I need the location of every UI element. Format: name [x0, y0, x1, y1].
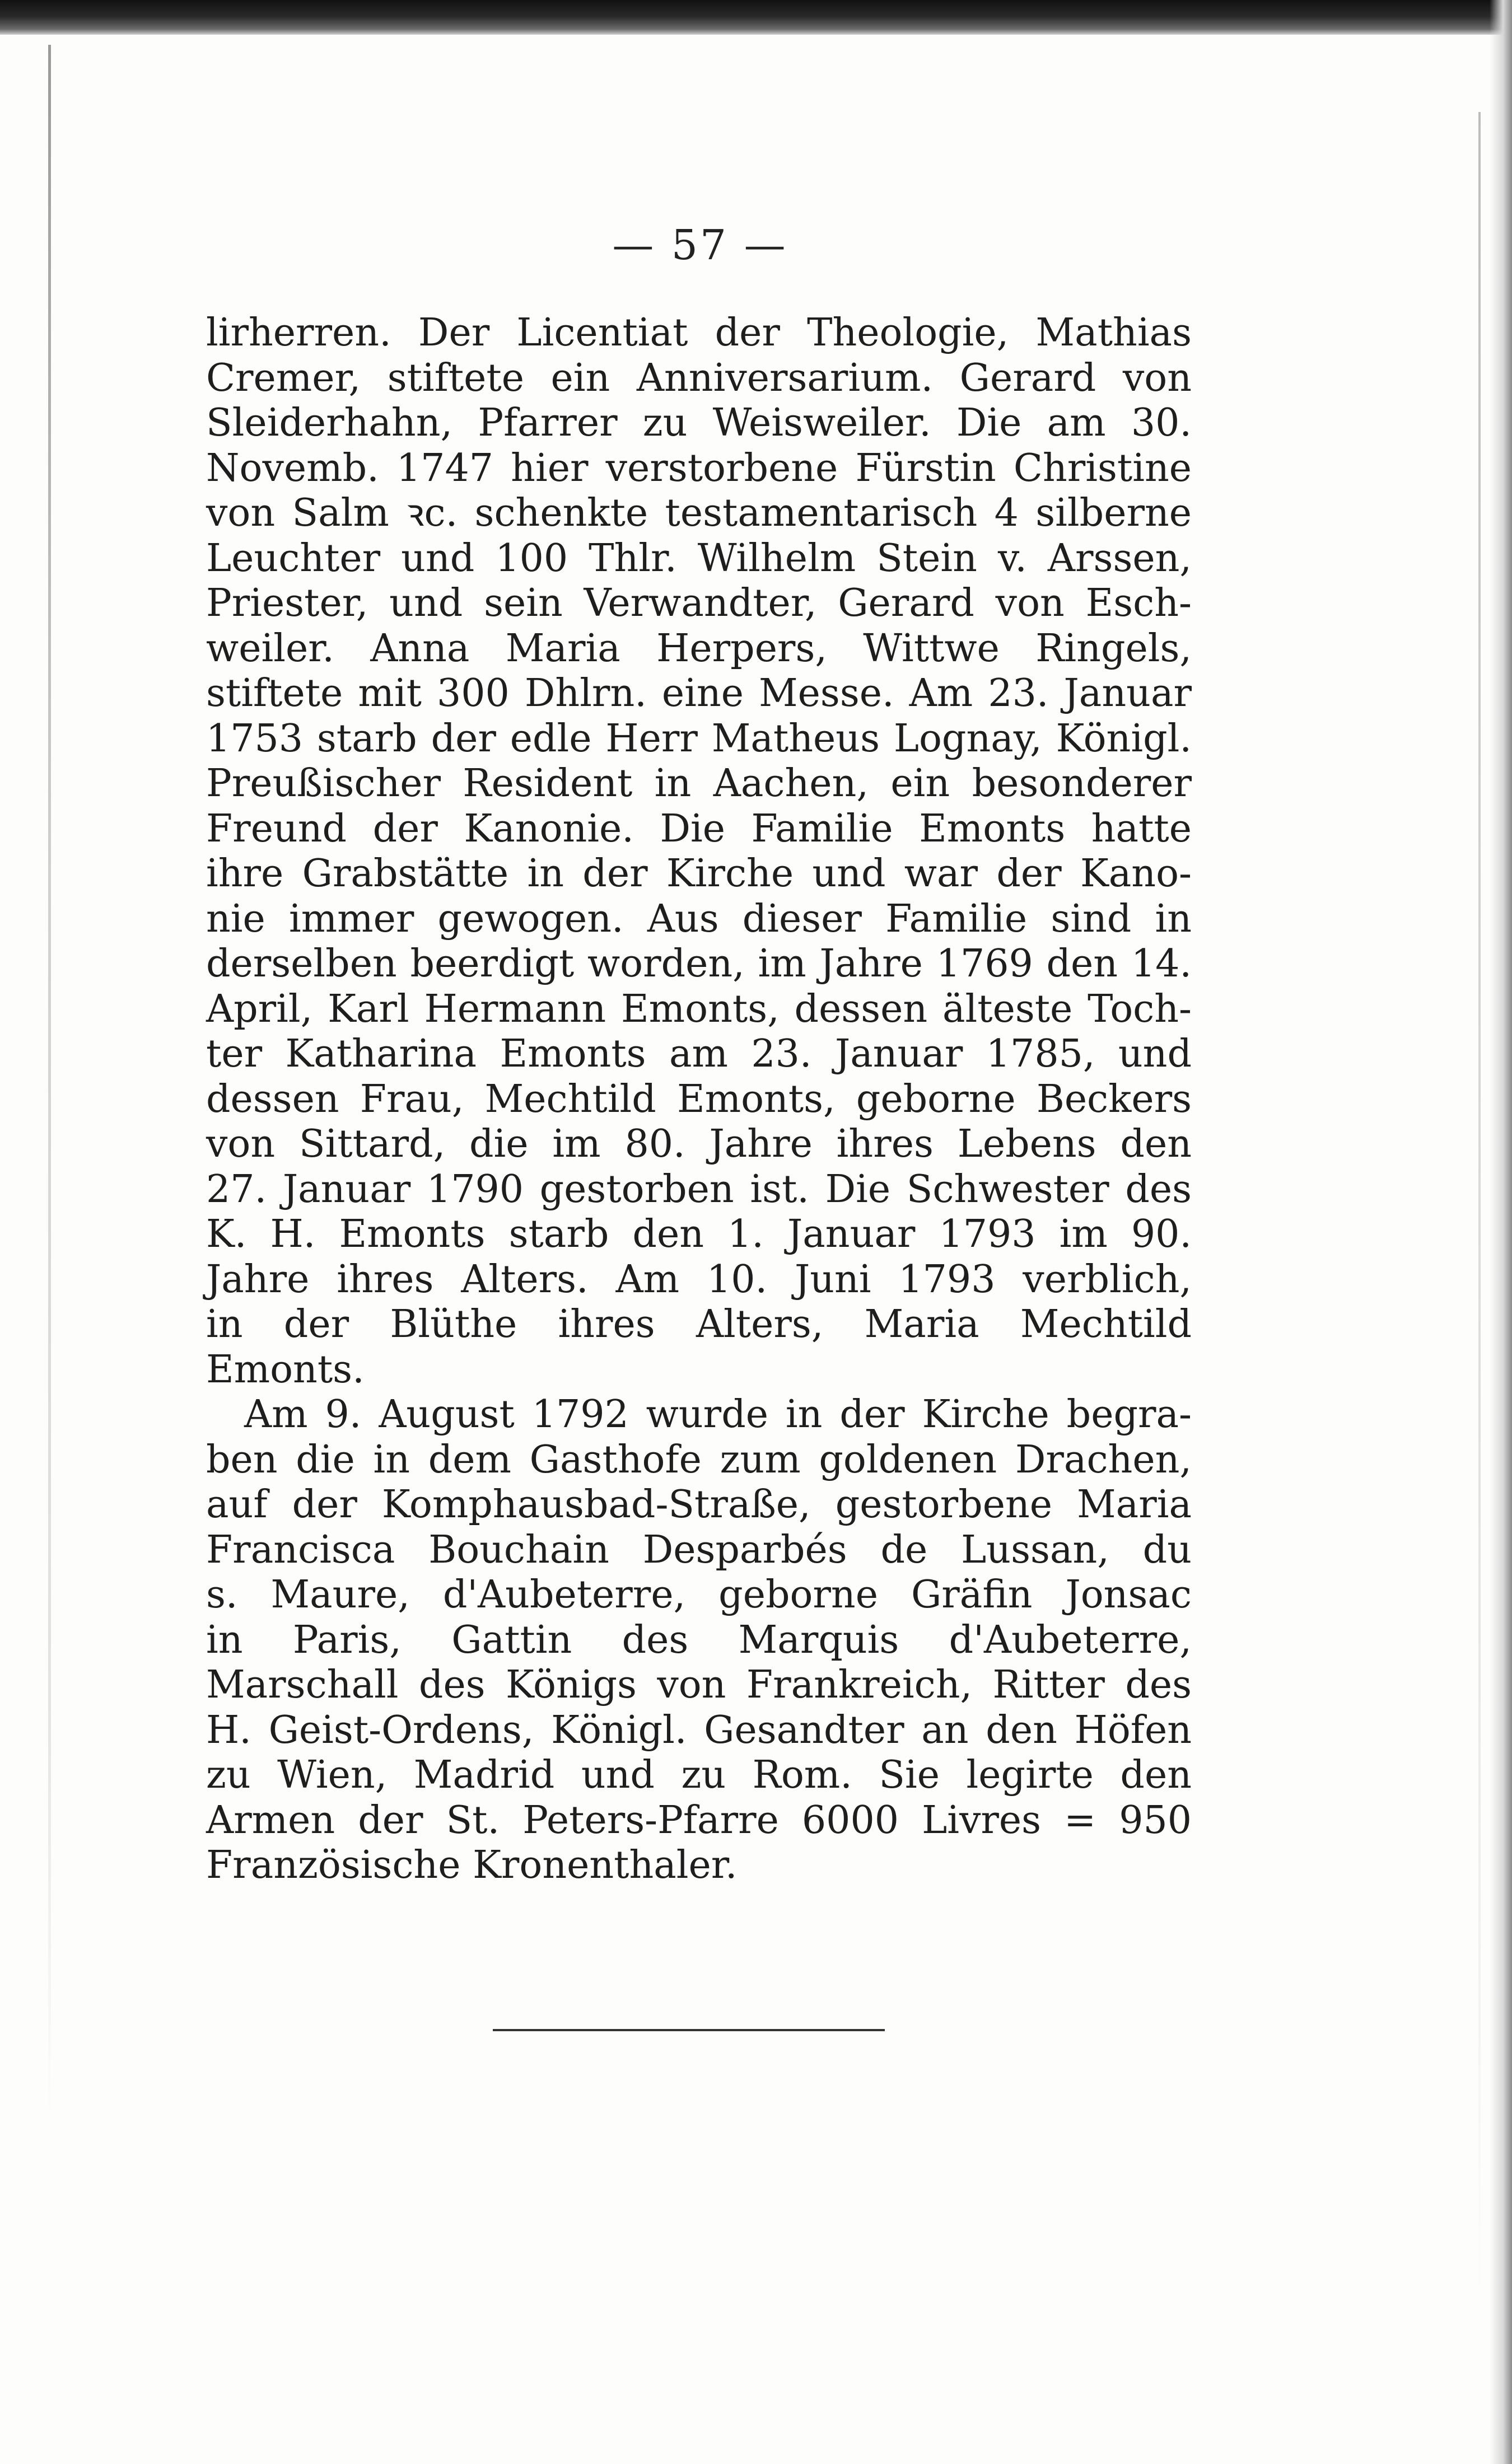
- body-text: [206, 311, 1192, 1888]
- page-number: — 57 —: [612, 221, 788, 269]
- text-line: in Paris, Gattin des Marquis d'Aubeterre,: [206, 1617, 1192, 1662]
- text-line: H. Geist-Ordens, Königl. Gesandter an den Höfen: [206, 1708, 1192, 1752]
- scan-top-edge: [0, 0, 1512, 35]
- text-line: Französische Kronenthaler.: [206, 1843, 738, 1887]
- text-line: ter Katharina Emonts am 23. Januar 1785, und: [206, 1032, 1192, 1076]
- text-line: Francisca Bouchain Desparbés de Lussan, du: [206, 1527, 1192, 1572]
- text-line: dessen Frau, Mechtild Emonts, geborne Beckers: [206, 1077, 1192, 1121]
- text-line: in der Blüthe ihres Alters, Maria Mechtild: [206, 1302, 1192, 1346]
- text-line: Sleiderhahn, Pfarrer zu Weisweiler. Die am 30.: [206, 401, 1192, 445]
- text-line: auf der Komphausbad-Straße, gestorbene Maria: [206, 1483, 1192, 1527]
- section-end-rule: [493, 2029, 885, 2031]
- text-line: Jahre ihres Alters. Am 10. Juni 1793 verblich,: [206, 1257, 1192, 1302]
- text-line: Leuchter und 100 Thlr. Wilhelm Stein v. Arssen,: [206, 536, 1192, 581]
- text-line: ben die in dem Gasthofe zum goldenen Drachen,: [206, 1437, 1192, 1482]
- text-line: Preußischer Resident in Aachen, ein besonderer: [206, 761, 1192, 806]
- page-gutter-line: [48, 45, 51, 2116]
- text-line: derselben beerdigt worden, im Jahre 1769 den 14.: [206, 942, 1192, 986]
- text-line: Emonts.: [206, 1347, 365, 1392]
- text-line: von Salm ꝛc. schenkte testamentarisch 4 silberne: [206, 491, 1192, 535]
- text-line: ihre Grabstätte in der Kirche und war der Kano-: [206, 852, 1192, 896]
- text-line: Armen der St. Peters-Pfarre 6000 Livres = 950: [206, 1798, 1192, 1843]
- text-line: Marschall des Königs von Frankreich, Ritter des: [206, 1663, 1192, 1707]
- paragraph: [206, 1392, 1192, 1888]
- text-line: Priester, und sein Verwandter, Gerard von Esch-: [206, 581, 1192, 625]
- page-margin-line: [1478, 112, 1481, 2295]
- text-line: weiler. Anna Maria Herpers, Wittwe Ringels,: [206, 626, 1192, 671]
- text-line: Novemb. 1747 hier verstorbene Fürstin Christine: [206, 446, 1192, 490]
- text-line: 27. Januar 1790 gestorben ist. Die Schwester des: [206, 1167, 1192, 1212]
- text-line: Freund der Kanonie. Die Familie Emonts hatte: [206, 806, 1192, 851]
- text-line: s. Maure, d'Aubeterre, geborne Gräfin Jonsac: [206, 1573, 1192, 1617]
- text-line: Cremer, stiftete ein Anniversarium. Gerard von: [206, 356, 1192, 400]
- text-line: lirherren. Der Licentiat der Theologie, Mathias: [206, 311, 1192, 355]
- text-line: 1753 starb der edle Herr Matheus Lognay, Königl.: [206, 716, 1192, 761]
- text-line: Am 9. August 1792 wurde in der Kirche begra-: [244, 1392, 1192, 1437]
- paragraph: [206, 311, 1192, 1392]
- text-line: K. H. Emonts starb den 1. Januar 1793 im 90.: [206, 1212, 1192, 1256]
- text-line: zu Wien, Madrid und zu Rom. Sie legirte den: [206, 1753, 1192, 1797]
- scan-right-edge: [1490, 0, 1512, 2464]
- text-line: von Sittard, die im 80. Jahre ihres Lebens den: [206, 1122, 1192, 1166]
- text-line: stiftete mit 300 Dhlrn. eine Messe. Am 23. Januar: [206, 671, 1192, 716]
- text-line: nie immer gewogen. Aus dieser Familie sind in: [206, 896, 1192, 941]
- text-line: April, Karl Hermann Emonts, dessen älteste Toch-: [206, 986, 1192, 1031]
